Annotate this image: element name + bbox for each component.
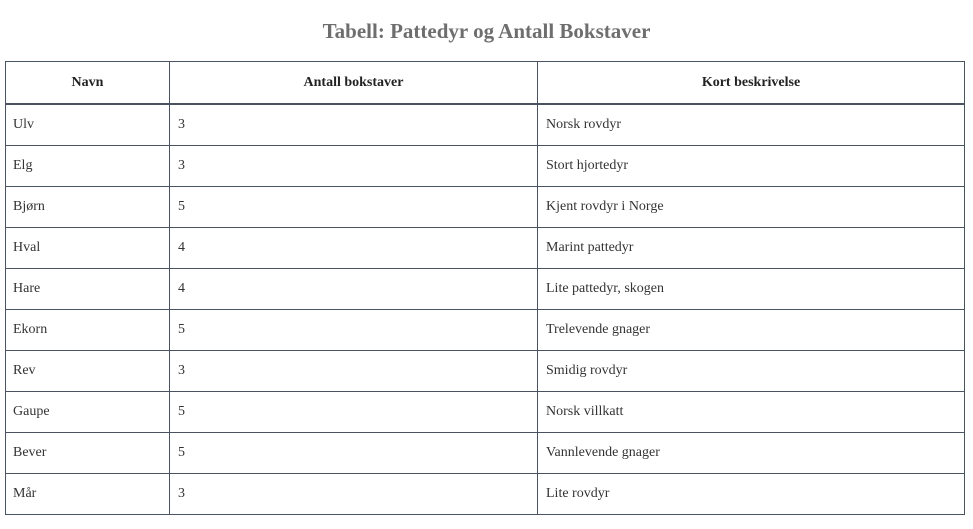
cell-description: Vannlevende gnager (538, 433, 965, 474)
table-body (6, 104, 965, 515)
cell-letters: 3 (170, 474, 538, 515)
cell-name: Gaupe (6, 392, 170, 433)
cell-name: Bever (6, 433, 170, 474)
cell-name: Ekorn (6, 310, 170, 351)
cell-letters: 3 (170, 104, 538, 146)
cell-letters: 4 (170, 269, 538, 310)
table-row (6, 187, 965, 228)
table-row (6, 104, 965, 146)
cell-letters: 4 (170, 228, 538, 269)
cell-name: Hare (6, 269, 170, 310)
table-row (6, 351, 965, 392)
table-row (6, 474, 965, 515)
cell-description: Kjent rovdyr i Norge (538, 187, 965, 228)
table-row (6, 433, 965, 474)
table-row (6, 392, 965, 433)
cell-letters: 5 (170, 433, 538, 474)
cell-description: Norsk rovdyr (538, 104, 965, 146)
cell-name: Rev (6, 351, 170, 392)
cell-letters: 5 (170, 392, 538, 433)
mammal-table (5, 61, 965, 515)
cell-letters: 3 (170, 351, 538, 392)
header-name: Navn (6, 62, 170, 105)
cell-description: Stort hjortedyr (538, 146, 965, 187)
header-row (6, 62, 965, 105)
page-title: Tabell: Pattedyr og Antall Bokstaver (322, 19, 651, 43)
cell-description: Smidig rovdyr (538, 351, 965, 392)
table-row (6, 310, 965, 351)
cell-letters: 5 (170, 187, 538, 228)
cell-name: Elg (6, 146, 170, 187)
cell-description: Lite pattedyr, skogen (538, 269, 965, 310)
cell-name: Bjørn (6, 187, 170, 228)
table-header (6, 62, 965, 105)
cell-description: Marint pattedyr (538, 228, 965, 269)
header-letter-count: Antall bokstaver (170, 62, 538, 105)
cell-description: Lite rovdyr (538, 474, 965, 515)
cell-description: Trelevende gnager (538, 310, 965, 351)
cell-letters: 3 (170, 146, 538, 187)
table-container (5, 61, 964, 515)
cell-letters: 5 (170, 310, 538, 351)
cell-name: Ulv (6, 104, 170, 146)
cell-description: Norsk villkatt (538, 392, 965, 433)
header-description: Kort beskrivelse (538, 62, 965, 105)
table-row (6, 228, 965, 269)
cell-name: Mår (6, 474, 170, 515)
table-row (6, 146, 965, 187)
table-row (6, 269, 965, 310)
cell-name: Hval (6, 228, 170, 269)
